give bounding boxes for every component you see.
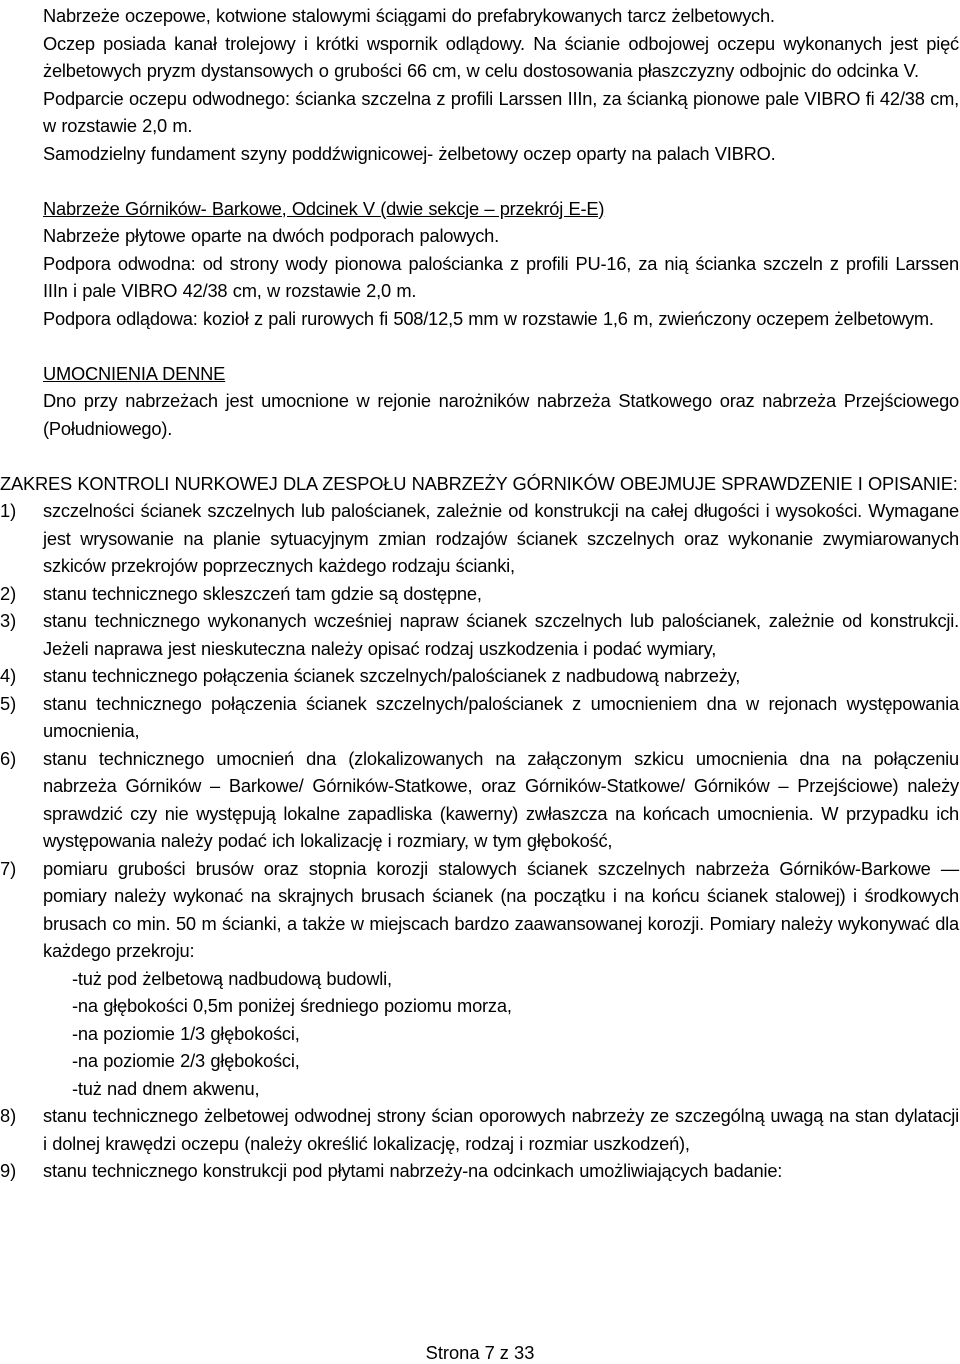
list-item [0, 607, 959, 662]
page-number: Strona 7 z 33 [425, 1342, 535, 1363]
section-e-paragraph-3: Podpora odlądowa: kozioł z pali rurowych fi 508/12,5 mm w rozstawie 1,6 m, zwieńczony oczepem żelbetowym. [43, 307, 934, 329]
measurement-levels [43, 965, 959, 1103]
document-page [0, 2, 959, 1185]
umocnienia-text: Dno przy nabrzeżach jest umocnione w rejonie narożników nabrzeża Statkowego oraz nabrzeża Przejściowego (Południowego). [43, 390, 959, 439]
spacer [43, 332, 959, 360]
list-item-text: stanu technicznego skleszczeń tam gdzie są dostępne, [43, 582, 482, 604]
list-item-text: pomiaru grubości brusów oraz stopnia korozji stalowych ścianek szczelnych nabrzeża Górników-Barkowe — pomiary należy wykonać na skrajnych brusach ścianek (na początku i na końcu ścianek stalowej) i środkowych brusach co min. 50 m ścianki, a także w miejscach bardzo zaawansowanej korozji. Pomiary należy wykonywać dla każdego przekroju: [43, 857, 959, 961]
measurement-level: -tuż nad dnem akwenu, [72, 1077, 260, 1099]
list-item [0, 690, 959, 745]
list-item-text: stanu technicznego umocnień dna (zlokalizowanych na załączonym szkicu umocnienia dna na połączeniu nabrzeża Górników – Barkowe/ Górników-Statkowe, oraz Górników-Statkowe/ Górników – Przejściowe) należy sprawdzić czy nie występują lokalne zapadliska (kawerny) zwłaszcza na końcach umocnienia. W przypadku ich występowania należy podać ich lokalizację i rozmiary, w tym głębokość, [43, 747, 959, 851]
intro-paragraph-podparcie: Podparcie oczepu odwodnego: ścianka szczelna z profili Larssen IIIn, za ścianką pionowe pale VIBRO fi 42/38 cm, w rozstawie 2,0 m. [43, 87, 959, 136]
list-item [0, 745, 959, 855]
intro-paragraph-fundament: Samodzielny fundament szyny poddźwignicowej- żelbetowy oczep oparty na palach VIBRO. [43, 142, 776, 164]
measurement-level: -tuż pod żelbetową nadbudową budowli, [72, 967, 392, 989]
section-e-paragraph-2: Podpora odwodna: od strony wody pionowa palościanka z profili PU-16, za nią ścianka szczeln z profili Larssen IIIn i pale VIBRO 42/38 cm, w rozstawie 2,0 m. [43, 252, 959, 301]
list-item-text: stanu technicznego połączenia ścianek szczelnych/palościanek z nadbudową nabrzeży, [43, 665, 741, 686]
list-item-number: 2) [0, 582, 17, 604]
list-item-number: 6) [0, 747, 17, 769]
intro-paragraph-oczep: Oczep posiada kanał trolejowy i krótki wspornik odlądowy. Na ścianie odbojowej oczepu wykonanych jest pięć żelbetowych pryzm dystansowych o grubości 66 cm, w celu dostosowania płaszczyzny odbojnic do odcinka V. [43, 32, 959, 81]
measurement-level: -na głębokości 0,5m poniżej średniego poziomu morza, [72, 995, 512, 1016]
list-item-text: stanu technicznego wykonanych wcześniej napraw ścianek szczelnych lub palościanek, zależnie od konstrukcji. Jeżeli naprawa jest nieskuteczna należy opisać rodzaj uszkodzenia i podać wymiary, [43, 610, 959, 659]
list-item [0, 855, 959, 1103]
section-e-paragraph-1: Nabrzeże płytowe oparte na dwóch podporach palowych. [43, 225, 500, 246]
list-item [0, 497, 959, 580]
spacer [43, 167, 959, 195]
list-item-text: stanu technicznego konstrukcji pod płytami nabrzeży-na odcinkach umożliwiających badanie: [43, 1160, 783, 1181]
list-item [0, 1157, 959, 1185]
list-item-number: 8) [0, 1105, 17, 1126]
list-item-text: szczelności ścianek szczelnych lub palościanek, zależnie od konstrukcji na całej długości i wysokości. Wymagane jest wrysowanie na planie sytuacyjnym zmian rodzajów ścianek szczelnych oraz wykonanie zwymiarowanych szkiców przekrojów poprzecznych każdego rodzaju ścianki, [43, 500, 959, 576]
list-item [0, 580, 959, 608]
zakres-heading: ZAKRES KONTROLI NURKOWEJ DLA ZESPOŁU NABRZEŻY GÓRNIKÓW OBEJMUJE SPRAWDZENIE I OPISANIE: [0, 472, 958, 494]
section-e-heading: Nabrzeże Górników- Barkowe, Odcinek V (dwie sekcje – przekrój E-E) [43, 197, 605, 219]
umocnienia-heading: UMOCNIENIA DENNE [43, 362, 226, 384]
list-item-number: 4) [0, 665, 17, 686]
list-item-number: 5) [0, 692, 17, 714]
list-item [0, 662, 959, 690]
list-item-number: 1) [0, 500, 17, 521]
list-item-number: 7) [0, 857, 17, 879]
measurement-level: -na poziomie 2/3 głębokości, [72, 1050, 300, 1071]
list-item-text: stanu technicznego połączenia ścianek szczelnych/palościanek z umocnieniem dna w rejonach występowania umocnienia, [43, 692, 959, 741]
zakres-list [0, 497, 959, 1185]
intro-line-1: Nabrzeże oczepowe, kotwione stalowymi ściągami do prefabrykowanych tarcz żelbetowych. [43, 5, 775, 26]
list-item [0, 1102, 959, 1157]
spacer [43, 442, 959, 470]
measurement-level: -na poziomie 1/3 głębokości, [72, 1022, 300, 1044]
list-item-number: 3) [0, 610, 17, 631]
list-item-number: 9) [0, 1160, 17, 1181]
list-item-text: stanu technicznego żelbetowej odwodnej strony ścian oporowych nabrzeży ze szczególną uwagą na stan dylatacji i dolnej krawędzi oczepu (należy określić lokalizację, rodzaj i rozmiar uszkodzeń), [43, 1105, 959, 1154]
